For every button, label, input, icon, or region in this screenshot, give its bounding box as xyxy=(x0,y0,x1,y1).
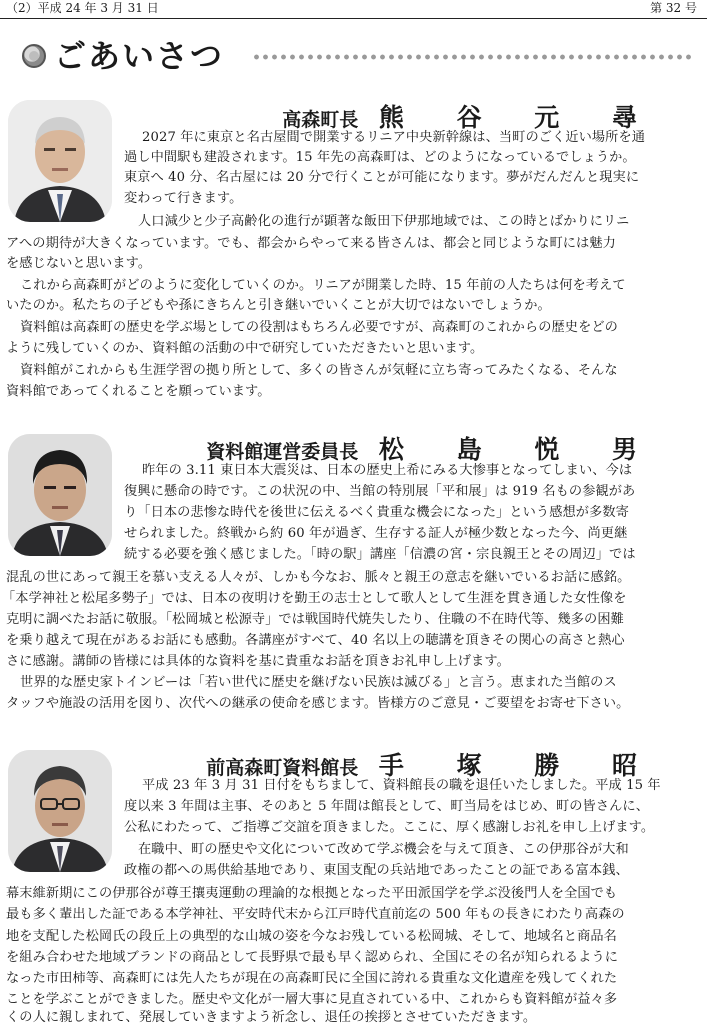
section-3-line: 在職中、町の歴史や文化について改めて学ぶ機会を与えて頂き、この伊那谷が大和 xyxy=(138,842,629,857)
portrait-chairman-icon xyxy=(8,434,112,556)
section-2-line: タッフや施設の活用を図り、次代への継承の使命を感じます。皆様方のご意見・ご要望をお寄せ下さい。 xyxy=(6,696,630,711)
section-2-line: 復興に懸命の時です。この状況の中、当館の特別展「平和展」は 919 名もの参観があ xyxy=(124,484,636,499)
section-3-line: 地を支配した松岡氏の段丘上の典型的な山城の姿を今なお残している松岡城、そして、地域名と商品名 xyxy=(6,929,617,944)
section-3-line: 最も多く輩出した証である本学神社、平安時代末から江戸時代直前迄の 500 年もの長きにわたり高森の xyxy=(6,907,625,922)
section-1-line: 資料館がこれからも生涯学習の拠り所として、多くの皆さんが気軽に立ち寄ってみたくなる、そんな xyxy=(20,363,618,378)
title-dotted-line xyxy=(252,54,692,60)
section-2-line: り「日本の悲惨な時代を後世に伝えるべく貴重な機会になった」という感想が多数寄 xyxy=(124,505,629,520)
section-3-person: 手 塚 勝 昭 xyxy=(378,751,659,780)
section-2-line: 続する必要を強く感じました。「時の駅」講座「信濃の宮・宗良親王とその周辺」では xyxy=(124,547,636,562)
page-date: （2）平成 24 年 3 月 31 日 xyxy=(6,1,159,15)
section-1-line: 2027 年に東京と名古屋間で開業するリニア中央新幹線は、当町のごく近い場所を通 xyxy=(142,130,646,145)
section-3-line: なった市田柿等、高森町には先人たちが現在の高森町民に全国に誇れる貴重な文化遺産を残してくれた xyxy=(6,971,618,986)
section-2-role: 資料館運営委員長 xyxy=(206,441,359,463)
page-title: ごあいさつ xyxy=(54,37,225,75)
section-1-line: 資料館は高森町の歴史を学ぶ場としての役割はもちろん必要ですが、高森町のこれからの歴史をどの xyxy=(20,320,618,335)
section-2-line: 克明に調べたお話に敬服。「松岡城と松源寺」では戦国時代焼失したり、住職の不在時代等、幾多の困難 xyxy=(6,612,624,627)
section-2-line: せられました。終戦から約 60 年が過ぎ、生存する証人が極少数となった今、尚更継 xyxy=(124,526,628,541)
section-2-line: 混乱の世にあって親王を慕い支える人々が、しかも今なお、脈々と親王の意志を継いでいるお話に感銘。 xyxy=(6,570,631,585)
page-header xyxy=(0,0,707,19)
section-3-role: 前高森町資料館長 xyxy=(206,757,359,779)
section-1-line: これから高森町がどのように変化していくのか。リニアが開業した時、15 年前の人たちは何を考えて xyxy=(20,278,626,293)
section-1-role: 高森町長 xyxy=(282,109,359,131)
portrait-mayor-icon xyxy=(8,100,112,222)
section-1-line: いたのか。私たちの子どもや孫にきちんと引き継いでいくことが大切ではないでしょうか。 xyxy=(6,298,551,313)
section-3-line: 度以来 3 年間は主事、そのあと 5 年間は館長として、町当局をはじめ、町の皆さんに、 xyxy=(124,799,649,814)
title-block xyxy=(22,36,692,76)
section-2-line: を乗り越えて現在があるお話にも感動。各講座がすべて、40 名以上の聴講を頂きその関心の高さと熱心 xyxy=(6,633,625,648)
title-circle-icon xyxy=(22,44,46,68)
portrait-mayor xyxy=(8,100,112,222)
section-3-line: 公私にわたって、ご指導ご交誼を頂きました。ここに、厚く感謝しお礼を申し上げます。 xyxy=(124,820,655,835)
section-2-line: さに感謝。講師の皆様には具体的な資料を基に貴重なお話を頂きお礼申し上げます。 xyxy=(6,654,510,669)
section-3-line: ことを学ぶことができました。歴史や文化が一層大事に見直されている中、これからも資料館が益々多 xyxy=(6,992,618,1007)
section-1-line: 資料館であってくれることを願っています。 xyxy=(6,384,271,399)
section-2-line: 世界的な歴史家トインビーは「若い世代に歴史を継げない民族は滅びる」と言う。恵まれた当館のス xyxy=(20,675,617,690)
section-1-line: アへの期待が大きくなっています。でも、都会からやって来る皆さんは、都会と同じような町には魅力 xyxy=(6,236,616,251)
section-1-person: 熊 谷 元 尋 xyxy=(378,103,659,132)
section-2-line: 「本学神社と松尾多勢子」では、日本の夜明けを勤王の志士として歌人として生涯を貫き通した女性像を xyxy=(2,591,627,606)
section-1-line: 人口減少と少子高齢化の進行が顕著な飯田下伊那地域では、この時とばかりにリニ xyxy=(138,214,630,229)
portrait-former-director-icon xyxy=(8,750,112,872)
section-1-line: 変わって行きます。 xyxy=(124,191,243,206)
section-3-line: 政権の都への馬供給基地であり、東国支配の兵站地であったことの証である富本銭、 xyxy=(124,863,629,878)
section-1-line: ように残していくのか、資料館の活動の中で研究していただきたいと思います。 xyxy=(6,341,484,356)
section-1-line: を感じないと思います。 xyxy=(6,256,152,271)
section-1-line: 過し中間駅も建設されます。15 年先の高森町は、どのようになっているでしょうか。 xyxy=(124,150,636,165)
section-3-line: を組み合わせた地域ブランドの商品として長野県で最も早く認められ、全国にその名が知られるように xyxy=(6,950,619,965)
section-3-line: 平成 23 年 3 月 31 日付をもちまして、資料館長の職を退任いたしました。平成 15 年 xyxy=(142,778,661,793)
section-2-person: 松 島 悦 男 xyxy=(378,435,659,464)
portrait-chairman xyxy=(8,434,112,556)
section-2-line: 昨年の 3.11 東日本大震災は、日本の歴史上希にみる大惨事となってしまい、今は xyxy=(142,463,633,478)
portrait-former-director xyxy=(8,750,112,872)
section-1-line: 東京へ 40 分、名古屋には 20 分で行くことが可能になります。夢がだんだんと現実に xyxy=(124,170,640,185)
issue-number: 第 32 号 xyxy=(650,1,697,15)
section-3-line: くの人に親しまれて、発展していきますよう祈念し、退任の挨拶とさせていただきます。 xyxy=(6,1010,537,1025)
section-3-line: 幕末維新期にこの伊那谷が尊王攘夷運動の理論的な根拠となった平田派国学を学ぶ没後門人を全国でも xyxy=(6,886,618,901)
